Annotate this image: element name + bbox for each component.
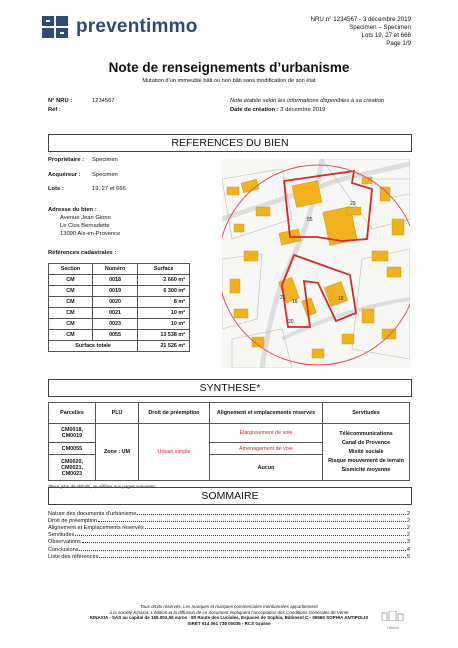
header-info [310, 16, 411, 48]
synthese-alignement-2: Aménagement de voie [210, 443, 323, 455]
field-lots-value: 19, 27 et 666 [92, 186, 126, 192]
toc-item-page: 2 [406, 518, 410, 525]
cadastre-cell-surface: 10 m² [138, 308, 190, 319]
toc-item-page: 2 [406, 532, 410, 539]
synthese-row-1 [49, 424, 410, 443]
servitude-4: Risque mouvement de terrain [328, 457, 404, 464]
synthese-parcelles-3: CM0020, CM0021, CM0023 [49, 455, 96, 481]
synthese-header-row [49, 403, 410, 424]
cadastre-cell-numero: 0055 [92, 330, 137, 341]
kinaxia-badge-text: KINAXIA [386, 626, 400, 630]
toc-item-page: 2 [406, 511, 410, 517]
toc-item-leader [98, 518, 406, 522]
servitude-2: Canal de Provence [341, 439, 391, 446]
cadastre-row [49, 297, 190, 308]
brand-logo [42, 16, 198, 38]
meta-note: Note établie selon les informations disponibles à sa création [230, 98, 385, 104]
map-label-19: 19 [292, 299, 298, 305]
toc-item[interactable] [48, 511, 410, 517]
brand-logo-icon [42, 16, 70, 38]
doc-title: Note de renseignements d’urbanisme [108, 60, 350, 75]
map-label-21: 21 [280, 295, 286, 301]
servitude-3: Mixité sociale [348, 448, 384, 455]
header-lots: Lots 19, 27 et 666 [361, 32, 411, 39]
meta-date-value: 3 décembre 2019 [280, 107, 326, 113]
toc-item-leader [82, 539, 406, 543]
meta-nru [48, 97, 72, 105]
toc-item-page: 3 [406, 539, 410, 546]
cadastre-cell-numero: 0018 [92, 275, 137, 286]
synthese-header-parcelles: Parcelles [49, 403, 96, 424]
cadastre-row [49, 308, 190, 319]
cadastre-total-label: Surface totale [49, 341, 138, 352]
toc-item[interactable] [48, 532, 410, 538]
toc-item[interactable] [48, 518, 410, 524]
toc-item-leader [145, 525, 406, 529]
field-adresse-line1: Avenue Jean Giono [60, 215, 111, 221]
toc-item-label: Observations [48, 539, 81, 546]
field-adresse-label: Adresse du bien : [48, 207, 97, 213]
toc-item-label: Droit de préemption [48, 518, 98, 525]
section-synthese-heading: SYNTHESE* [48, 379, 412, 397]
footer-line4: SIRET 514 061 738 00035 - RCS Grasse [187, 620, 271, 626]
cadastre-cell-numero: 0020 [92, 297, 137, 308]
synthese-parcelles-2: CM0055 [49, 443, 96, 455]
cadastre-header-section: Section [49, 264, 93, 275]
doc-subtitle: Mutation d’un immeuble bâti ou non bâti sans modification de son état [142, 78, 316, 84]
cadastre-header-numero: Numéro [92, 264, 137, 275]
cadastre-cell-surface: 8 m² [138, 297, 190, 308]
synthese-alignement-1: Elargissement de voie [210, 424, 323, 443]
map-label-23: 23 [350, 201, 356, 207]
meta-ref [48, 106, 61, 114]
map-label-20: 20 [288, 319, 294, 325]
toc-item-leader [75, 532, 405, 536]
toc-item-label: Conclusions [48, 546, 79, 553]
kinaxia-badge [380, 608, 406, 630]
toc-item-label: Liste des références [48, 553, 99, 560]
synthese-header-preemption: Droit de préemption [139, 403, 210, 424]
cadastre-row [49, 319, 190, 330]
cadastral-map-svg [222, 159, 410, 368]
synthese-header-servitudes: Servitudes [323, 403, 410, 424]
cadastre-cell-section: CM [49, 330, 93, 341]
header-nru: NRU n° 1234567 - 3 décembre 2019 [310, 16, 411, 23]
cadastre-cell-surface: 10 m² [138, 319, 190, 330]
toc-item[interactable] [48, 554, 410, 560]
field-adresse-line2: Le Clos Bernadette [60, 223, 110, 229]
toc-item[interactable] [48, 539, 410, 545]
synthese-header-alignement: Alignement et emplacements réservés [210, 403, 323, 424]
toc-item-leader [99, 554, 406, 558]
toc-item-page: 4 [406, 546, 410, 553]
toc-item-label: Servitudes [48, 532, 75, 539]
synthese-preemption: Urbain simple [139, 424, 210, 481]
cadastre-row [49, 275, 190, 286]
servitude-1: Télécommunications [339, 430, 393, 437]
synthese-parcelles-1: CM0018, CM0019 [49, 424, 96, 443]
toc-item[interactable] [48, 547, 410, 553]
toc-item-label: Alignement et Emplacements réservés [48, 525, 144, 532]
synthese-table [48, 402, 410, 481]
meta-date [230, 106, 325, 114]
synthese-servitudes [323, 424, 410, 481]
cadastre-table [48, 263, 190, 352]
toc-item[interactable] [48, 525, 410, 531]
cadastre-cell-section: CM [49, 297, 93, 308]
section-references-heading: REFERENCES DU BIEN [48, 134, 412, 152]
field-acquereur-label: Acquéreur : [48, 172, 81, 178]
cadastre-cell-numero: 0023 [92, 319, 137, 330]
servitude-5: Sismicité moyenne [341, 466, 391, 473]
cadastre-cell-section: CM [49, 319, 93, 330]
synthese-footnote: *Pour plus de détails, se référer aux pages suivantes [48, 484, 156, 489]
cadastral-map[interactable] [222, 159, 410, 368]
cadastre-cell-section: CM [49, 286, 93, 297]
section-sommaire-heading: SOMMAIRE [48, 487, 412, 505]
cadastre-cell-section: CM [49, 308, 93, 319]
cadastre-cell-numero: 0019 [92, 286, 137, 297]
toc-item-leader [137, 511, 406, 515]
cadastre-cell-surface: 6 300 m² [138, 286, 190, 297]
meta-ref-label: Réf : [48, 107, 61, 113]
field-adresse-line3: 13090 Aix-en-Provence [60, 231, 121, 237]
map-label-55: 55 [307, 217, 313, 223]
toc-item-label: Nature des documents d’urbanisme [48, 511, 137, 517]
cadastre-cell-numero: 0021 [92, 308, 137, 319]
toc-item-leader [79, 547, 405, 551]
footer-line3: KINAXIA - SAS au capital de 165.004,56 euros - 80 Route des Lucioles, Espaces de Sophia, Bâtiment C - 06560 SOPHIA ANTIPOLIS [89, 615, 369, 621]
field-cadastre-label: Références cadastrales : [48, 250, 117, 256]
field-proprietaire-label: Propriétaire : [48, 157, 85, 163]
cadastre-cell-surface: 2 660 m² [138, 275, 190, 286]
synthese-plu: Zone : UM [96, 424, 139, 481]
field-acquereur-value: Specimen [92, 172, 118, 178]
field-proprietaire-value: Specimen [92, 157, 118, 163]
synthese-alignement-3: Aucun [210, 455, 323, 481]
field-lots-label: Lots : [48, 186, 64, 192]
cadastre-cell-surface: 13 538 m² [138, 330, 190, 341]
toc-item-page: 2 [406, 525, 410, 532]
brand-name: preventimmo [76, 16, 198, 37]
footer-line2: à la société Kinaxia. L’édition et la diffusion de ce document impliquent l’acceptation des Conditions Générales de Vente [109, 609, 349, 615]
header-page: Page 1/9 [386, 40, 411, 47]
kinaxia-logo-icon [380, 611, 406, 621]
meta-nru-value: 1234567 [92, 98, 115, 104]
cadastre-row [49, 286, 190, 297]
cadastre-total-row [49, 341, 190, 352]
meta-date-label: Date de création : [230, 107, 279, 113]
meta-nru-label: N° NRU : [48, 98, 73, 104]
synthese-header-plu: PLU [96, 403, 139, 424]
footer-line1: Tous droits réservés. Les marques et marques commerciales mentionnées appartiennent [140, 604, 318, 609]
cadastre-cell-section: CM [49, 275, 93, 286]
cadastre-header-row [49, 264, 190, 275]
cadastre-header-surface: Surface [138, 264, 190, 275]
toc-item-page: 5 [406, 553, 410, 560]
cadastre-row [49, 330, 190, 341]
header-specimen: Specimen – Specimen [349, 24, 411, 31]
map-label-18: 18 [338, 296, 344, 302]
cadastre-total-value: 21 526 m² [138, 341, 190, 352]
